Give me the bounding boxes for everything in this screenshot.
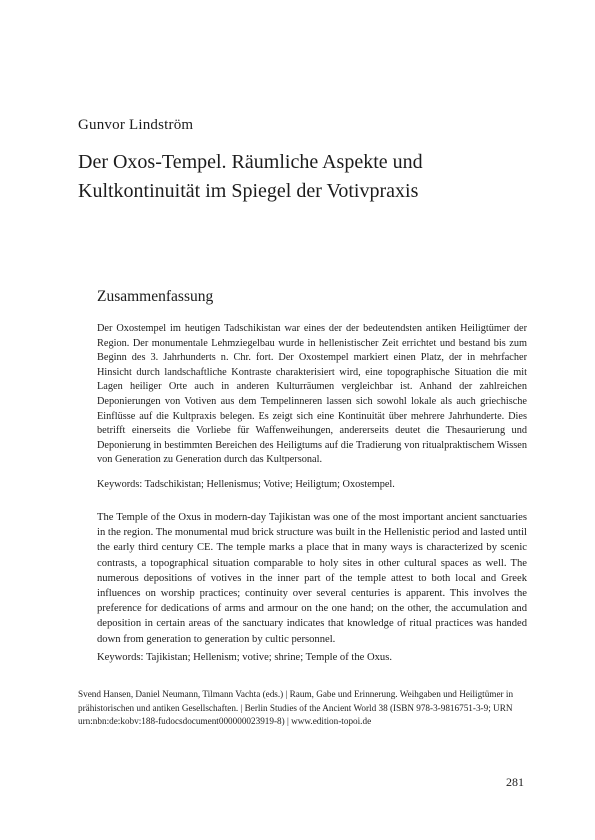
keywords-german: Keywords: Tadschikistan; Hellenismus; Votive; Heiligtum; Oxostempel. — [97, 479, 395, 490]
page-number: 281 — [506, 775, 524, 789]
abstract-english: The Temple of the Oxus in modern-day Tajikistan was one of the most important ancient sanctuaries in the region. The monumental mud brick structure was built in the Hellenistic period and lasted until the early third century CE. The temple marks a place that in many ways is characterized by scenic contrasts, a topographical situation comparable to holy sites in other cultural spaces as well. The numerous depositions of votives in the inner part of the temple attest to both local and Greek influences on worship practices; continuity over several centuries is apparent. This involves the preference for dedications of arms and armour on the one hand; on the other, the accumulation and deposition in certain areas of the sanctuary indicates that knowledge of ritual practices was handed down from generation to generation by cultic personnel. — [97, 512, 527, 645]
paper-title: Der Oxos-Tempel. Räumliche Aspekte und Kultkontinuität im Spiegel der Votivpraxis — [78, 151, 423, 202]
author-name: Gunvor Lindström — [78, 117, 194, 133]
keywords-english: Keywords: Tajikistan; Hellenism; votive; shrine; Temple of the Oxus. — [97, 652, 392, 663]
citation-footer: Svend Hansen, Daniel Neumann, Tilmann Vachta (eds.) | Raum, Gabe und Erinnerung. Weihgaben und Heiligtümer in prähistorischen und antiken Gesellschaften. | Berlin Studies of the Ancient World 38 (ISBN 978-3-9816751-3-9; URN urn:nbn:de:kobv:188-fudocsdocument000000023919-8) | www.edition-topoi.de — [78, 689, 514, 726]
abstract-german: Der Oxostempel im heutigen Tadschikistan war eines der der bedeutendsten antiken Heiligtümer der Region. Der monumentale Lehmziegelbau wurde in hellenistischer Zeit errichtet und bestand bis zum Beginn des 3. Jahrhunderts n. Chr. fort. Der Oxostempel markiert einen Platz, der in mehrfacher Hinsicht durch landschaftliche Kontraste charakterisiert wird, eine topographische Situation die mit Lagen heiliger Orte auch in anderen Kulturräumen vergleichbar ist. Anhand der zahlreichen Deponierungen von Votiven aus dem Tempelinneren lassen sich sowohl lokale als auch griechische Einflüsse auf die Kultpraxis belegen. Es zeigt sich eine Kontinuität über mehrere Jahrhunderte. Dies betrifft einerseits die Vorliebe für Waffenweihungen, andererseits deutet die Thesaurierung und Deponierung in bestimmten Bereichen des Heiligtums auf die Tradierung von ritualpraktischem Wissen von Generation zu Generation durch das Kultpersonal. — [97, 323, 527, 466]
section-heading: Zusammenfassung — [97, 288, 214, 305]
